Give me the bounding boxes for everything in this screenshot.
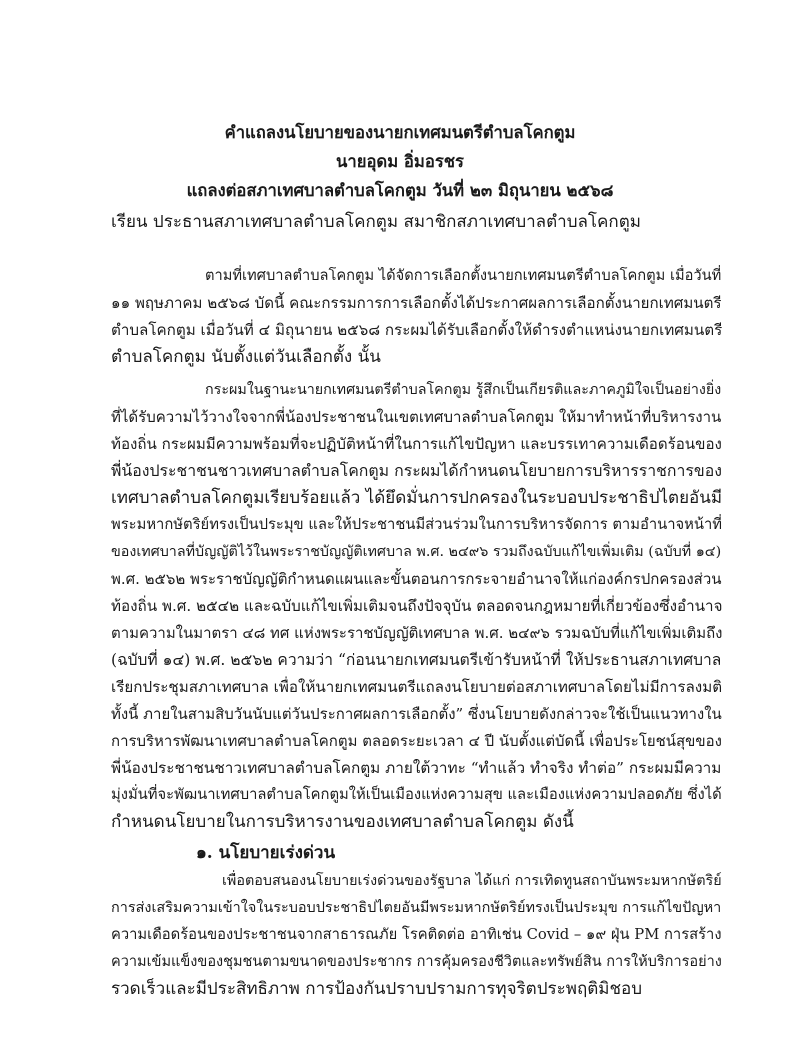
paragraph1-line: ตำบลโคกตูม นับตั้งแต่วันเลือกตั้ง นั้น — [111, 347, 381, 367]
paragraph2-line: พ.ศ. ๒๕๖๒ พระราชบัญญัติกำหนดแผนและขั้นตอนการกระจายอำนาจให้แก่องค์กรปกครองส่วน — [111, 570, 722, 588]
paragraph2-line: ท้องถิ่น กระผมมีความพร้อมที่จะปฏิบัติหน้าที่ในการแก้ไขปัญหา และบรรเทาความเดือดร้อนของ — [111, 435, 722, 453]
paragraph2-line: เรียกประชุมสภาเทศบาล เพื่อให้นายกเทศมนตรีแถลงนโยบายต่อสภาเทศบาลโดยไม่มีการลงมติ — [111, 678, 723, 696]
section1-line: เพื่อตอบสนองนโยบายเร่งด่วนของรัฐบาล ได้แก่ การเทิดทูนสถาบันพระมหากษัตริย์ — [222, 873, 722, 889]
paragraph2-line: พระมหากษัตริย์ทรงเป็นประมุข และให้ประชาชนมีส่วนร่วมในการบริหารจัดการ ตามอำนาจหน้าที่ — [111, 516, 723, 533]
speaker-name: นายอุดม อิ่มอรชร — [336, 151, 464, 171]
paragraph1-line: ๑๑ พฤษภาคม ๒๕๖๘ บัดนี้ คณะกรรมการการเลือกตั้งได้ประกาศผลการเลือกตั้งนายกเทศมนตรี — [111, 294, 722, 312]
paragraph2-line: ท้องถิ่น พ.ศ. ๒๕๔๒ และฉบับแก้ไขเพิ่มเติมจนถึงปัจจุบัน ตลอดจนกฎหมายที่เกี่ยวข้องซึ่งอำนาจ — [111, 597, 723, 615]
paragraph2-line: การบริหารพัฒนาเทศบาลตำบลโคกตูม ตลอดระยะเวลา ๔ ปี นับตั้งแต่บัดนี้ เพื่อประโยชน์สุขของ — [111, 732, 722, 750]
paragraph1-line: ตามที่เทศบาลตำบลโคกตูม ได้จัดการเลือกตั้งนายกเทศมนตรีตำบลโคกตูม เมื่อวันที่ — [205, 267, 722, 284]
paragraph2-line: พี่น้องประชาชนชาวเทศบาลตำบลโคกตูม กระผมได้กำหนดนโยบายการบริหารราชการของ — [111, 461, 722, 480]
section-heading: ๑. นโยบายเร่งด่วน — [196, 843, 336, 863]
section1-line: ความเข้มแข็งของชุมชนตามขนาดของประชากร การคุ้มครองชีวิตและทรัพย์สิน การให้บริการอย่าง — [111, 954, 722, 970]
paragraph2-line: ของเทศบาลที่บัญญัติไว้ในพระราชบัญญัติเทศบาล พ.ศ. ๒๔๙๖ รวมถึงฉบับแก้ไขเพิ่มเติม (ฉบับที่ ๑๔) — [111, 544, 722, 560]
paragraph2-line: พี่น้องประชาชนชาวเทศบาลตำบลโคกตูม ภายใต้วาทะ “ทำแล้ว ทำจริง ทำต่อ” กระผมมีความ — [111, 759, 722, 777]
salutation: เรียน ประธานสภาเทศบาลตำบลโคกตูม สมาชิกสภาเทศบาลตำบลโคกตูม — [111, 212, 641, 232]
paragraph2-line: เทศบาลตำบลโคกตูมเรียบร้อยแล้ว ได้ยึดมั่นการปกครองในระบอบประชาธิปไตยอันมี — [111, 488, 723, 508]
paragraph2-line: มุ่งมั่นที่จะพัฒนาเทศบาลตำบลโคกตูมให้เป็นเมืองแห่งความสุข และเมืองแห่งความปลอดภัย ซึ่งได้ — [111, 786, 722, 803]
paragraph1-line: ตำบลโคกตูม เมื่อวันที่ ๔ มิถุนายน ๒๕๖๘ กระผมได้รับเลือกตั้งให้ดำรงตำแหน่งนายกเทศมนตรี — [111, 321, 723, 339]
section1-line: ความเดือดร้อนของประชาชนจากสาธารณภัย โรคติดต่อ อาทิเช่น Covid – ๑๙ ฝุ่น PM การสร้าง — [111, 926, 722, 943]
document-title: คำแถลงนโยบายของนายกเทศมนตรีตำบลโคกตูม — [224, 122, 576, 142]
section1-line: การส่งเสริมความเข้าใจในระบอบประชาธิปไตยอันมีพระมหากษัตริย์ทรงเป็นประมุข การแก้ไขปัญหา — [111, 900, 722, 916]
paragraph2-line: ทั้งนี้ ภายในสามสิบวันนับแต่วันประกาศผลการเลือกตั้ง” ซึ่งนโยบายดังกล่าวจะใช้เป็นแนวทางใน — [111, 705, 722, 723]
paragraph2-line: ตามความในมาตรา ๔๘ ทศ แห่งพระราชบัญญัติเทศบาล พ.ศ. ๒๔๙๖ รวมฉบับที่แก้ไขเพิ่มเติมถึง — [111, 624, 723, 642]
paragraph2-line: กระผมในฐานะนายกเทศมนตรีตำบลโคกตูม รู้สึกเป็นเกียรติและภาคภูมิใจเป็นอย่างยิ่ง — [205, 382, 722, 398]
document-subtitle: แถลงต่อสภาเทศบาลตำบลโคกตูม วันที่ ๒๓ มิถุนายน ๒๕๖๘ — [186, 180, 614, 200]
paragraph2-line: กำหนดนโยบายในการบริหารงานของเทศบาลตำบลโคกตูม ดังนี้ — [111, 812, 574, 832]
paragraph2-line: ที่ได้รับความไว้วางใจจากพี่น้องประชาชนในเขตเทศบาลตำบลโคกตูม ให้มาทำหน้าที่บริหารงาน — [111, 408, 722, 426]
section1-line: รวดเร็วและมีประสิทธิภาพ การป้องกันปราบปรามการทุจริตประพฤติมิชอบ — [111, 979, 643, 999]
paragraph2-line: (ฉบับที่ ๑๔) พ.ศ. ๒๕๖๒ ความว่า “ก่อนนายกเทศมนตรีเข้ารับหน้าที่ ให้ประธานสภาเทศบาล — [111, 651, 722, 669]
